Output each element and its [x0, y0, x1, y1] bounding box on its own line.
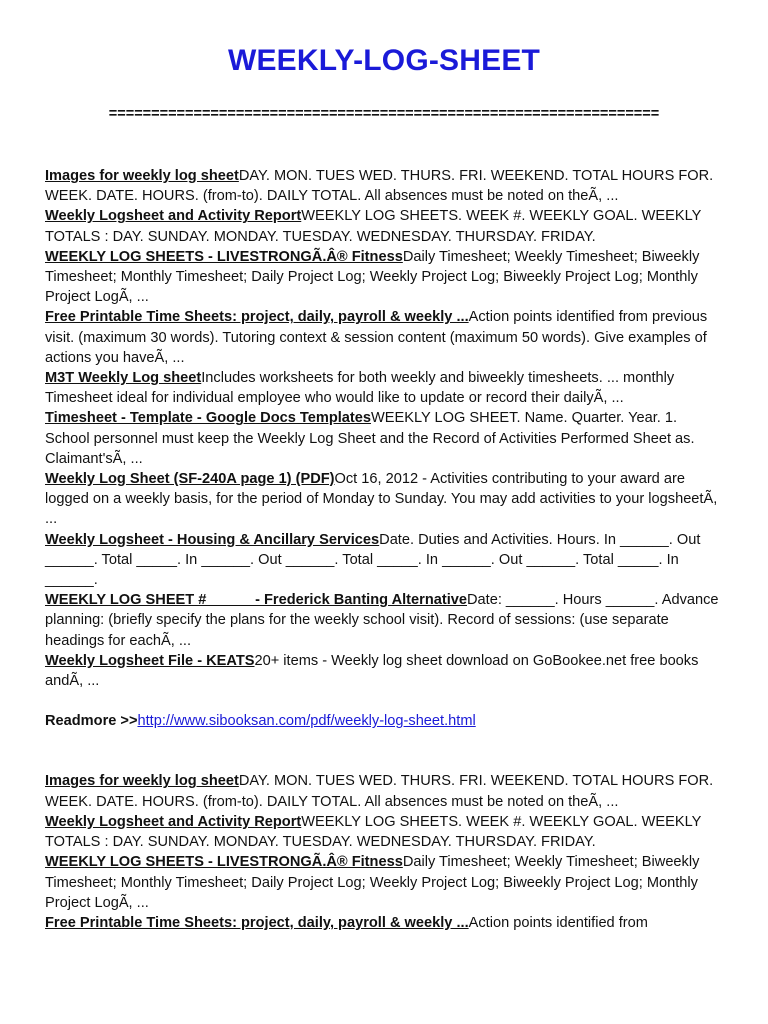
entry-snippet: Action points identified from	[468, 914, 648, 931]
entry	[45, 590, 725, 651]
entry-snippet: DAY. MON. TUES WED. THURS. FRI. WEEKEND. TOTAL HOURS FOR. WEEK. DATE. HOURS. (from-to). DAILY TOTAL. All absences must be noted on theÃ, ...	[45, 773, 714, 810]
entry-snippet: Action points identified from previous visit. (maximum 30 words). Tutoring context & session content (maximum 50 words). Give examples of actions you haveÃ, ...	[45, 309, 708, 366]
entry	[45, 812, 725, 852]
entry	[45, 166, 725, 206]
entry-link[interactable]: Weekly Logsheet and Activity Report	[45, 208, 302, 225]
entry-link[interactable]: WEEKLY LOG SHEETS - LIVESTRONGÃ.Â® Fitness	[45, 248, 403, 265]
entry	[45, 469, 725, 530]
readmore-line	[45, 711, 725, 731]
separator-rule: =================================================================	[108, 106, 660, 122]
entry-snippet: Daily Timesheet; Weekly Timesheet; Biweekly Timesheet; Monthly Timesheet; Daily Project Log; Weekly Project Log; Biweekly Project Log; Monthly Project LogÃ, ...	[45, 248, 700, 306]
entry-link[interactable]: Images for weekly log sheet	[45, 773, 239, 790]
entry	[45, 651, 725, 691]
entry-link[interactable]: Timesheet - Template - Google Docs Templates	[45, 410, 372, 427]
entry	[45, 247, 725, 308]
entry-link[interactable]: Weekly Logsheet and Activity Report	[45, 813, 302, 830]
entry-link[interactable]: Weekly Logsheet File - KEATS	[45, 652, 255, 669]
entry-link[interactable]: Images for weekly log sheet	[45, 168, 239, 184]
page-title: WEEKLY-LOG-SHEET	[227, 44, 541, 77]
entry	[45, 307, 725, 368]
entry-snippet: Daily Timesheet; Weekly Timesheet; Biweekly Timesheet; Monthly Timesheet; Daily Project Log; Weekly Project Log; Biweekly Project Log; Monthly Project LogÃ, ...	[45, 854, 700, 911]
entry	[45, 206, 725, 246]
entry	[45, 852, 725, 913]
spacer	[45, 731, 725, 771]
entry	[45, 913, 725, 933]
entry-link[interactable]: WEEKLY LOG SHEET # _____ - Frederick Banting Alternative	[45, 592, 467, 609]
entry-link[interactable]: Weekly Log Sheet (SF-240A page 1) (PDF)	[45, 471, 335, 488]
entry-snippet: Includes worksheets for both weekly and biweekly timesheets. ... monthly Timesheet ideal for individual employee who would like to update or record their dailyÃ, ...	[45, 370, 675, 407]
entry-link[interactable]: WEEKLY LOG SHEETS - LIVESTRONGÃ.Â® Fitness	[45, 854, 403, 871]
entry-snippet: WEEKLY LOG SHEETS. WEEK #. WEEKLY GOAL. WEEKLY TOTALS : DAY. SUNDAY. MONDAY. TUESDAY. WEDNESDAY. THURSDAY. FRIDAY.	[45, 813, 702, 851]
entry-snippet: WEEKLY LOG SHEET. Name. Quarter. Year. 1. School personnel must keep the Weekly Log Sheet and the Record of Activities Performed Sheet as. Claimant'sÃ, ...	[45, 410, 695, 467]
readmore-link[interactable]: http://www.sibooksan.com/pdf/weekly-log-sheet.html	[137, 713, 476, 730]
entry-snippet: 20+ items - Weekly log sheet download on GoBookee.net free books andÃ, ...	[45, 652, 699, 690]
entry-snippet: Date: ______. Hours ______. Advance planning: (briefly specify the plans for the weekly school visit). Record of sessions: (use separate headings for eachÃ, ...	[45, 592, 719, 649]
entry	[45, 368, 725, 408]
entry-link[interactable]: Weekly Logsheet - Housing & Ancillary Services	[45, 531, 380, 548]
entry-snippet: WEEKLY LOG SHEETS. WEEK #. WEEKLY GOAL. WEEKLY TOTALS : DAY. SUNDAY. MONDAY. TUESDAY. WEDNESDAY. THURSDAY. FRIDAY.	[45, 208, 702, 245]
entry-snippet: Date. Duties and Activities. Hours. In ______. Out ______. Total _____. In ______. Out ______. Total _____. In ______. Out ______. Total _____. In ______.	[45, 531, 701, 589]
entry	[45, 530, 725, 591]
entry	[45, 771, 725, 811]
entry-link[interactable]: M3T Weekly Log sheet	[45, 370, 202, 387]
entry-list	[45, 166, 725, 691]
entry-snippet: Oct 16, 2012 - Activities contributing to your award are logged on a weekly basis, for the period of Monday to Sunday. You may add activities to your logsheetÃ, ...	[45, 471, 718, 528]
readmore-label: Readmore >>	[45, 713, 138, 730]
content	[45, 166, 725, 933]
entry-link[interactable]: Free Printable Time Sheets: project, daily, payroll & weekly ...	[45, 914, 469, 931]
entry	[45, 408, 725, 469]
entry-link[interactable]: Free Printable Time Sheets: project, daily, payroll & weekly ...	[45, 309, 469, 326]
entry-list-repeat	[45, 771, 725, 933]
entry-snippet: DAY. MON. TUES WED. THURS. FRI. WEEKEND. TOTAL HOURS FOR. WEEK. DATE. HOURS. (from-to). DAILY TOTAL. All absences must be noted on theÃ, ...	[45, 168, 714, 205]
